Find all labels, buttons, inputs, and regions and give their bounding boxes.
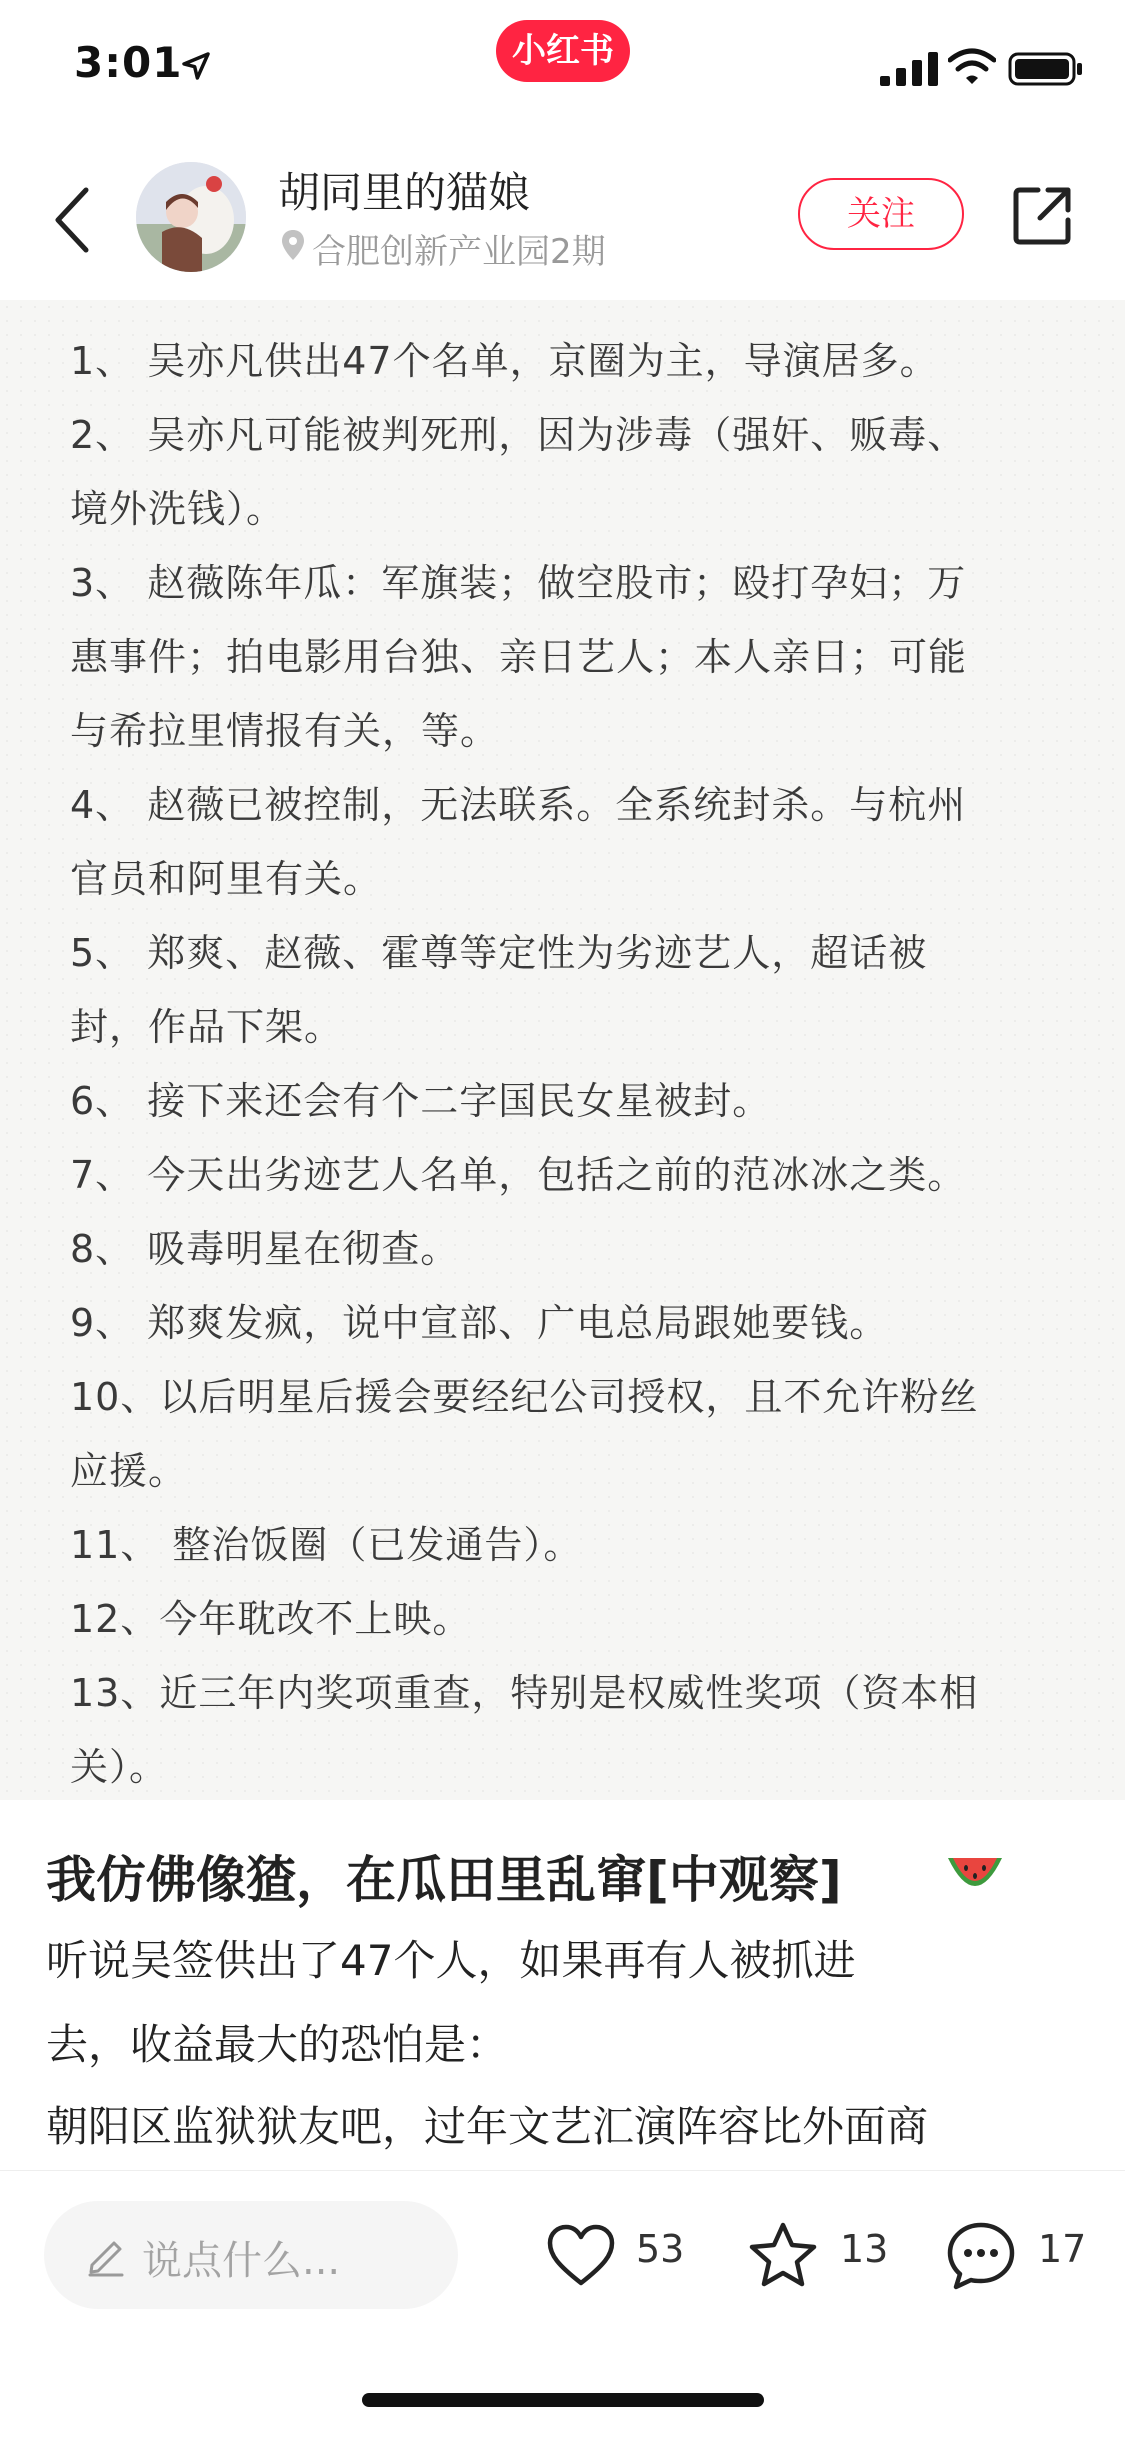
note-line: 2、 吴亦凡可能被判死刑，因为涉毒（强奸、贩毒、 [70,413,967,457]
note-header [0,140,1125,301]
status-time: 3:01 [74,38,183,87]
like-count: 53 [636,2227,685,2271]
signal-icon [880,52,938,86]
back-icon[interactable] [50,184,94,256]
location-arrow-icon [180,50,212,82]
note-line: 11、 整治饭圈（已发通告）。 [70,1523,583,1567]
note-line: 5、 郑爽、赵薇、霍尊等定性为劣迹艺人，超话被 [70,931,928,975]
post-body-line: 去，收益最大的恐怕是： [46,2020,509,2069]
location-pin-icon [280,228,306,262]
post-body-line: 听说吴签供出了47个人，如果再有人被抓进 [46,1936,856,1985]
follow-button[interactable]: 关注 [798,178,964,250]
author-avatar[interactable] [136,162,246,272]
status-bar [0,0,1125,140]
note-line: 关）。 [70,1745,169,1789]
wifi-icon [948,48,996,86]
note-line: 应援。 [70,1449,188,1493]
comment-placeholder: 说点什么... [142,2238,341,2284]
note-line: 9、 郑爽发疯，说中宣部、广电总局跟她要钱。 [70,1301,889,1345]
share-icon[interactable] [1010,184,1074,248]
watermelon-icon [944,1844,1006,1906]
avatar-illustration [136,162,246,272]
home-indicator[interactable] [362,2393,764,2407]
note-line: 10、以后明星后援会要经纪公司授权，且不允许粉丝 [70,1375,979,1419]
note-line: 8、 吸毒明星在彻查。 [70,1227,460,1271]
note-line: 3、 赵薇陈年瓜：军旗装；做空股市；殴打孕妇；万 [70,561,967,605]
note-line: 惠事件；拍电影用台独、亲日艺人；本人亲日；可能 [70,635,968,679]
heart-icon[interactable] [544,2219,618,2293]
note-line: 12、今年耽改不上映。 [70,1597,472,1641]
note-line: 封，作品下架。 [70,1005,344,1049]
battery-icon [1008,50,1084,88]
comment-icon[interactable] [944,2219,1018,2293]
post-body-line: 朝阳区监狱狱友吧，过年文艺汇演阵容比外面商 [46,2102,929,2151]
note-line: 13、近三年内奖项重查，特别是权威性奖项（资本相 [70,1671,979,1715]
author-location[interactable]: 合肥创新产业园2期 [312,232,606,272]
note-line: 与希拉里情报有关，等。 [70,709,500,753]
comment-count: 17 [1038,2227,1087,2271]
note-line: 官员和阿里有关。 [70,857,383,901]
note-line: 7、 今天出劣迹艺人名单，包括之前的范冰冰之类。 [70,1153,967,1197]
app-logo: 小红书 [496,20,630,82]
comment-input[interactable] [44,2201,458,2309]
collect-count: 13 [840,2227,889,2271]
note-line: 6、 接下来还会有个二字国民女星被封。 [70,1079,772,1123]
note-image[interactable] [0,300,1125,1800]
note-line: 4、 赵薇已被控制，无法联系。全系统封杀。与杭州 [70,783,967,827]
star-icon[interactable] [746,2219,820,2293]
post-title: 我仿佛像猹，在瓜田里乱窜[中观察] [46,1851,842,1909]
note-line: 1、 吴亦凡供出47个名单，京圈为主，导演居多。 [70,339,939,383]
note-line: 境外洗钱）。 [70,487,286,531]
pencil-icon [84,2233,128,2277]
author-name[interactable]: 胡同里的猫娘 [278,168,531,217]
bottom-action-bar [0,2170,1125,2437]
